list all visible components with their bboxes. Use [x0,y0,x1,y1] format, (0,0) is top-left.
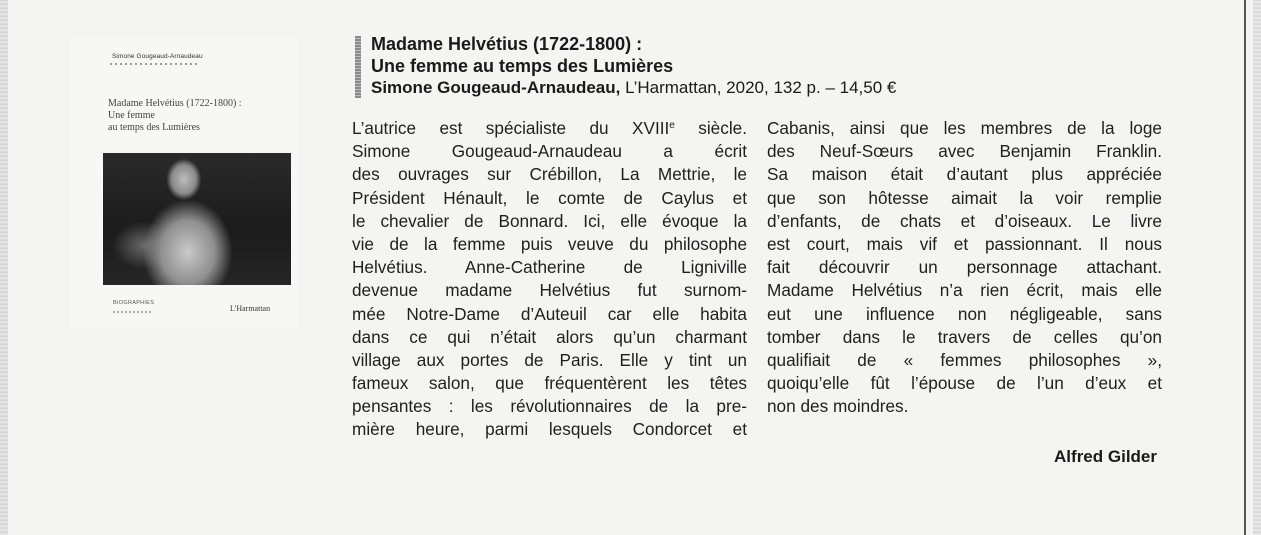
article-line: Président Hénault, le comte de Caylus et [352,187,747,208]
century-superscript: e [669,120,675,131]
article-line: Sa maison était d’autant plus appréciée [767,164,1162,185]
cover-title [108,98,288,134]
header-accent-bar [355,36,361,98]
article-line: fameux salon, que fréquentèrent les têtes [352,373,747,394]
book-cover [70,38,298,328]
byline-author: Simone Gougeaud-Arnaudeau, [371,78,621,97]
article-line: d’enfants, de chats et d’oiseaux. Le livre [767,210,1162,231]
article-line: quoiqu’elle fût l’épouse de l’un d’eux et [767,373,1162,394]
article-line: vie de la femme puis veuve du philosophe [352,233,747,254]
article-line-text: L’autrice est spécialiste du XVIII [352,118,670,138]
article-line-text: siècle. [674,118,747,138]
article-line: est court, mais vif et passionnant. Il nous [767,233,1162,254]
article-line: qualifiait de « femmes philosophes », [767,349,1162,370]
article-line: mée Notre-Dame d’Auteuil car elle habita [352,303,747,324]
article-line: le chevalier de Bonnard. Ici, elle évoque la [352,210,747,231]
article-line: pensantes : les révolutionnaires de la pre- [352,396,747,417]
article-line: devenue madame Helvétius fut surnom- [352,280,747,301]
review-byline [371,77,1231,99]
article-column-left [352,117,747,442]
cover-publisher-logo: L'Harmattan [230,304,271,313]
article-line: des ouvrages sur Crébillon, La Mettrie, le [352,164,747,185]
article-line: village aux portes de Paris. Elle y tint un [352,349,747,370]
article-line [352,117,747,140]
cover-author: Simone Gougeaud-Arnaudeau [112,53,203,60]
cover-portrait-image [103,153,291,285]
article-line: tomber dans le travers de celles qu’on [767,326,1162,347]
review-header [371,33,1231,99]
cover-divider [110,63,200,65]
byline-publication: L’Harmattan, 2020, 132 p. – 14,50 € [620,78,897,97]
article-line: Madame Helvétius n’a rien écrit, mais elle [767,280,1162,301]
scan-edge-right [1253,0,1261,535]
article-line: eut une influence non négligeable, sans [767,303,1162,324]
cover-title-line: Une femme [108,110,155,121]
review-title-line2: Une femme au temps des Lumières [371,56,674,76]
review-signature: Alfred Gilder [1054,447,1157,466]
page-gutter-line [1244,0,1246,535]
article-line: fait découvrir un personnage attachant. [767,257,1162,278]
article-line: non des moindres. [767,396,909,417]
cover-series-label: BIOGRAPHIES [113,300,155,306]
scan-edge-left [0,0,8,535]
article-line: des Neuf-Sœurs avec Benjamin Franklin. [767,141,1162,162]
cover-series-sub [113,311,153,313]
article-column-right [767,117,1162,418]
article-line: Cabanis, ainsi que les membres de la loge [767,118,1162,138]
cover-title-line: Madame Helvétius (1722-1800) : [108,98,242,109]
review-title-line1: Madame Helvétius (1722-1800) : [371,34,643,54]
article-line: mière heure, parmi lesquels Condorcet et [352,419,747,440]
article-line: Simone Gougeaud-Arnaudeau a écrit [352,141,747,162]
article-line: que son hôtesse aimait la voir remplie [767,187,1162,208]
article-line: dans ce qui n’était alors qu’un charmant [352,326,747,347]
cover-title-line: au temps des Lumières [108,122,200,133]
article-line: Helvétius. Anne-Catherine de Ligniville [352,257,747,278]
